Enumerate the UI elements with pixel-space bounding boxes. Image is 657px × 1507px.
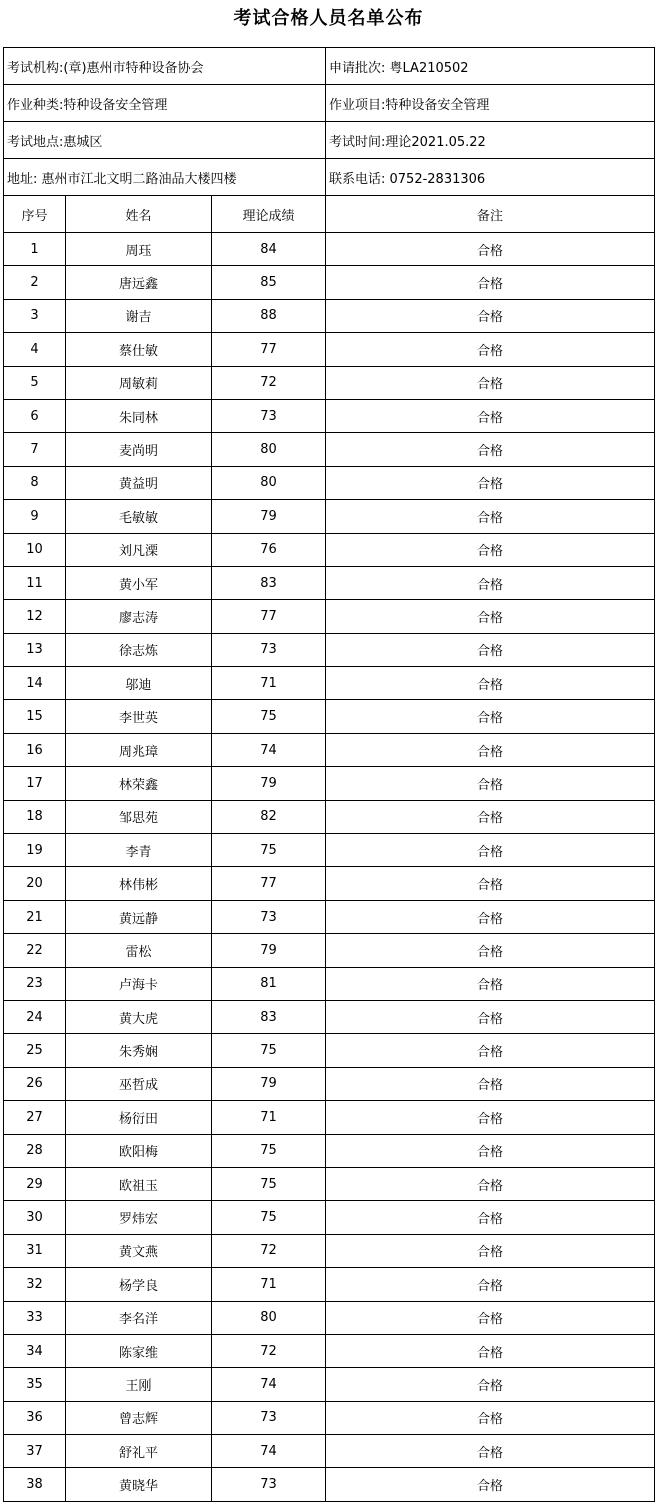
row-remark: 合格 bbox=[326, 934, 655, 967]
row-score: 81 bbox=[212, 967, 326, 1000]
row-number: 20 bbox=[4, 867, 66, 900]
table-row bbox=[4, 333, 655, 366]
table-row bbox=[4, 967, 655, 1000]
row-name: 林荣鑫 bbox=[66, 767, 212, 800]
row-number: 29 bbox=[4, 1167, 66, 1200]
row-name: 欧祖玉 bbox=[66, 1167, 212, 1200]
row-name: 麦尚明 bbox=[66, 433, 212, 466]
table-row bbox=[4, 566, 655, 599]
row-score: 76 bbox=[212, 533, 326, 566]
row-number: 19 bbox=[4, 834, 66, 867]
row-remark: 合格 bbox=[326, 834, 655, 867]
table-row bbox=[4, 466, 655, 499]
row-score: 75 bbox=[212, 1167, 326, 1200]
table-row bbox=[4, 900, 655, 933]
row-name: 杨学良 bbox=[66, 1268, 212, 1301]
row-score: 71 bbox=[212, 667, 326, 700]
row-name: 黄大虎 bbox=[66, 1000, 212, 1033]
row-score: 72 bbox=[212, 1234, 326, 1267]
table-row bbox=[4, 934, 655, 967]
row-score: 77 bbox=[212, 600, 326, 633]
table-row bbox=[4, 667, 655, 700]
row-remark: 合格 bbox=[326, 1468, 655, 1501]
row-name: 舒礼平 bbox=[66, 1435, 212, 1468]
row-remark: 合格 bbox=[326, 1201, 655, 1234]
row-score: 73 bbox=[212, 399, 326, 432]
table-row bbox=[4, 733, 655, 766]
column-header-name: 姓名 bbox=[66, 196, 212, 233]
table-row bbox=[4, 1101, 655, 1134]
exam-location: 考试地点:惠城区 bbox=[4, 122, 326, 159]
row-score: 79 bbox=[212, 934, 326, 967]
info-row bbox=[4, 85, 655, 122]
table-row bbox=[4, 399, 655, 432]
table-row bbox=[4, 1268, 655, 1301]
row-score: 73 bbox=[212, 1401, 326, 1434]
row-remark: 合格 bbox=[326, 500, 655, 533]
row-score: 74 bbox=[212, 1368, 326, 1401]
row-score: 71 bbox=[212, 1101, 326, 1134]
row-name: 李世英 bbox=[66, 700, 212, 733]
row-name: 朱同林 bbox=[66, 399, 212, 432]
table-row bbox=[4, 1301, 655, 1334]
table-row bbox=[4, 800, 655, 833]
table-row bbox=[4, 834, 655, 867]
row-name: 李名洋 bbox=[66, 1301, 212, 1334]
info-row bbox=[4, 48, 655, 85]
table-row bbox=[4, 299, 655, 332]
row-name: 卢海卡 bbox=[66, 967, 212, 1000]
row-score: 74 bbox=[212, 1435, 326, 1468]
row-number: 31 bbox=[4, 1234, 66, 1267]
row-number: 18 bbox=[4, 800, 66, 833]
row-score: 85 bbox=[212, 266, 326, 299]
row-remark: 合格 bbox=[326, 333, 655, 366]
row-score: 75 bbox=[212, 834, 326, 867]
table-row bbox=[4, 1134, 655, 1167]
row-name: 曾志辉 bbox=[66, 1401, 212, 1434]
row-remark: 合格 bbox=[326, 399, 655, 432]
row-score: 79 bbox=[212, 500, 326, 533]
row-score: 75 bbox=[212, 1134, 326, 1167]
row-name: 陈家维 bbox=[66, 1334, 212, 1367]
row-number: 33 bbox=[4, 1301, 66, 1334]
row-remark: 合格 bbox=[326, 633, 655, 666]
row-remark: 合格 bbox=[326, 266, 655, 299]
row-name: 黄小军 bbox=[66, 566, 212, 599]
table-row bbox=[4, 600, 655, 633]
table-row bbox=[4, 233, 655, 266]
row-number: 38 bbox=[4, 1468, 66, 1501]
row-name: 廖志涛 bbox=[66, 600, 212, 633]
row-remark: 合格 bbox=[326, 1067, 655, 1100]
table-row bbox=[4, 1067, 655, 1100]
row-score: 77 bbox=[212, 333, 326, 366]
row-remark: 合格 bbox=[326, 1134, 655, 1167]
table-row bbox=[4, 1201, 655, 1234]
row-name: 周敏莉 bbox=[66, 366, 212, 399]
row-number: 1 bbox=[4, 233, 66, 266]
row-score: 83 bbox=[212, 1000, 326, 1033]
exam-org: 考试机构:(章)惠州市特种设备协会 bbox=[4, 48, 326, 85]
row-name: 刘凡溧 bbox=[66, 533, 212, 566]
info-row bbox=[4, 122, 655, 159]
row-name: 黄远静 bbox=[66, 900, 212, 933]
row-score: 77 bbox=[212, 867, 326, 900]
row-remark: 合格 bbox=[326, 867, 655, 900]
contact-phone: 联系电话: 0752-2831306 bbox=[326, 159, 655, 196]
row-number: 7 bbox=[4, 433, 66, 466]
row-remark: 合格 bbox=[326, 1000, 655, 1033]
row-remark: 合格 bbox=[326, 233, 655, 266]
row-number: 37 bbox=[4, 1435, 66, 1468]
row-number: 16 bbox=[4, 733, 66, 766]
table-row bbox=[4, 700, 655, 733]
row-score: 79 bbox=[212, 767, 326, 800]
column-header-score: 理论成绩 bbox=[212, 196, 326, 233]
row-remark: 合格 bbox=[326, 1301, 655, 1334]
row-remark: 合格 bbox=[326, 1167, 655, 1200]
table-row bbox=[4, 366, 655, 399]
row-name: 罗炜宏 bbox=[66, 1201, 212, 1234]
row-name: 黄益明 bbox=[66, 466, 212, 499]
row-score: 72 bbox=[212, 366, 326, 399]
table-row bbox=[4, 633, 655, 666]
row-remark: 合格 bbox=[326, 433, 655, 466]
row-score: 82 bbox=[212, 800, 326, 833]
row-score: 75 bbox=[212, 1034, 326, 1067]
row-number: 22 bbox=[4, 934, 66, 967]
column-header-remark: 备注 bbox=[326, 196, 655, 233]
row-score: 83 bbox=[212, 566, 326, 599]
row-number: 21 bbox=[4, 900, 66, 933]
row-remark: 合格 bbox=[326, 1435, 655, 1468]
table-row bbox=[4, 1034, 655, 1067]
table-row bbox=[4, 1234, 655, 1267]
row-number: 9 bbox=[4, 500, 66, 533]
row-name: 王刚 bbox=[66, 1368, 212, 1401]
row-score: 74 bbox=[212, 733, 326, 766]
info-row bbox=[4, 159, 655, 196]
row-number: 2 bbox=[4, 266, 66, 299]
row-score: 73 bbox=[212, 900, 326, 933]
row-score: 71 bbox=[212, 1268, 326, 1301]
row-number: 36 bbox=[4, 1401, 66, 1434]
table-row bbox=[4, 767, 655, 800]
row-number: 30 bbox=[4, 1201, 66, 1234]
row-remark: 合格 bbox=[326, 767, 655, 800]
row-remark: 合格 bbox=[326, 900, 655, 933]
row-name: 周珏 bbox=[66, 233, 212, 266]
row-remark: 合格 bbox=[326, 466, 655, 499]
row-remark: 合格 bbox=[326, 800, 655, 833]
table-row bbox=[4, 433, 655, 466]
row-remark: 合格 bbox=[326, 600, 655, 633]
table-row bbox=[4, 1334, 655, 1367]
row-number: 6 bbox=[4, 399, 66, 432]
row-number: 17 bbox=[4, 767, 66, 800]
row-remark: 合格 bbox=[326, 1234, 655, 1267]
table-row bbox=[4, 1401, 655, 1434]
row-name: 周兆璋 bbox=[66, 733, 212, 766]
row-score: 79 bbox=[212, 1067, 326, 1100]
row-remark: 合格 bbox=[326, 533, 655, 566]
table-header-row bbox=[4, 196, 655, 233]
table-row bbox=[4, 1167, 655, 1200]
row-number: 4 bbox=[4, 333, 66, 366]
job-type: 作业种类:特种设备安全管理 bbox=[4, 85, 326, 122]
row-number: 11 bbox=[4, 566, 66, 599]
row-remark: 合格 bbox=[326, 299, 655, 332]
row-score: 75 bbox=[212, 700, 326, 733]
row-score: 80 bbox=[212, 466, 326, 499]
table-row bbox=[4, 867, 655, 900]
row-score: 88 bbox=[212, 299, 326, 332]
exam-time: 考试时间:理论2021.05.22 bbox=[326, 122, 655, 159]
row-number: 12 bbox=[4, 600, 66, 633]
results-table bbox=[3, 47, 655, 1502]
row-score: 75 bbox=[212, 1201, 326, 1234]
row-name: 徐志炼 bbox=[66, 633, 212, 666]
job-item: 作业项目:特种设备安全管理 bbox=[326, 85, 655, 122]
row-remark: 合格 bbox=[326, 1034, 655, 1067]
row-number: 15 bbox=[4, 700, 66, 733]
table-row bbox=[4, 1435, 655, 1468]
row-remark: 合格 bbox=[326, 366, 655, 399]
row-remark: 合格 bbox=[326, 1401, 655, 1434]
row-remark: 合格 bbox=[326, 566, 655, 599]
application-batch: 申请批次: 粤LA210502 bbox=[326, 48, 655, 85]
row-remark: 合格 bbox=[326, 1101, 655, 1134]
row-remark: 合格 bbox=[326, 733, 655, 766]
row-remark: 合格 bbox=[326, 967, 655, 1000]
row-score: 72 bbox=[212, 1334, 326, 1367]
row-score: 80 bbox=[212, 1301, 326, 1334]
row-remark: 合格 bbox=[326, 700, 655, 733]
row-name: 唐远鑫 bbox=[66, 266, 212, 299]
table-row bbox=[4, 266, 655, 299]
row-name: 杨衍田 bbox=[66, 1101, 212, 1134]
row-name: 雷松 bbox=[66, 934, 212, 967]
row-remark: 合格 bbox=[326, 1268, 655, 1301]
row-number: 10 bbox=[4, 533, 66, 566]
row-score: 84 bbox=[212, 233, 326, 266]
page-title: 考试合格人员名单公布 bbox=[233, 8, 424, 29]
row-number: 8 bbox=[4, 466, 66, 499]
row-number: 23 bbox=[4, 967, 66, 1000]
row-remark: 合格 bbox=[326, 667, 655, 700]
row-number: 26 bbox=[4, 1067, 66, 1100]
row-name: 李青 bbox=[66, 834, 212, 867]
row-number: 35 bbox=[4, 1368, 66, 1401]
row-name: 林伟彬 bbox=[66, 867, 212, 900]
row-number: 5 bbox=[4, 366, 66, 399]
row-name: 蔡仕敏 bbox=[66, 333, 212, 366]
row-score: 73 bbox=[212, 1468, 326, 1501]
table-row bbox=[4, 500, 655, 533]
row-remark: 合格 bbox=[326, 1368, 655, 1401]
row-number: 24 bbox=[4, 1000, 66, 1033]
row-remark: 合格 bbox=[326, 1334, 655, 1367]
row-score: 73 bbox=[212, 633, 326, 666]
row-name: 黄晓华 bbox=[66, 1468, 212, 1501]
results-table-body bbox=[4, 48, 655, 1502]
table-row bbox=[4, 1000, 655, 1033]
row-number: 32 bbox=[4, 1268, 66, 1301]
row-name: 巫哲成 bbox=[66, 1067, 212, 1100]
address: 地址: 惠州市江北文明二路油品大楼四楼 bbox=[4, 159, 326, 196]
table-row bbox=[4, 1368, 655, 1401]
row-number: 3 bbox=[4, 299, 66, 332]
row-number: 13 bbox=[4, 633, 66, 666]
row-number: 25 bbox=[4, 1034, 66, 1067]
row-number: 27 bbox=[4, 1101, 66, 1134]
row-score: 80 bbox=[212, 433, 326, 466]
row-name: 邹思苑 bbox=[66, 800, 212, 833]
row-name: 谢吉 bbox=[66, 299, 212, 332]
row-name: 欧阳梅 bbox=[66, 1134, 212, 1167]
row-name: 黄文燕 bbox=[66, 1234, 212, 1267]
row-name: 毛敏敏 bbox=[66, 500, 212, 533]
column-header-number: 序号 bbox=[4, 196, 66, 233]
table-row bbox=[4, 533, 655, 566]
row-name: 朱秀娴 bbox=[66, 1034, 212, 1067]
table-row bbox=[4, 1468, 655, 1501]
row-number: 14 bbox=[4, 667, 66, 700]
row-number: 34 bbox=[4, 1334, 66, 1367]
row-name: 邬迪 bbox=[66, 667, 212, 700]
row-number: 28 bbox=[4, 1134, 66, 1167]
